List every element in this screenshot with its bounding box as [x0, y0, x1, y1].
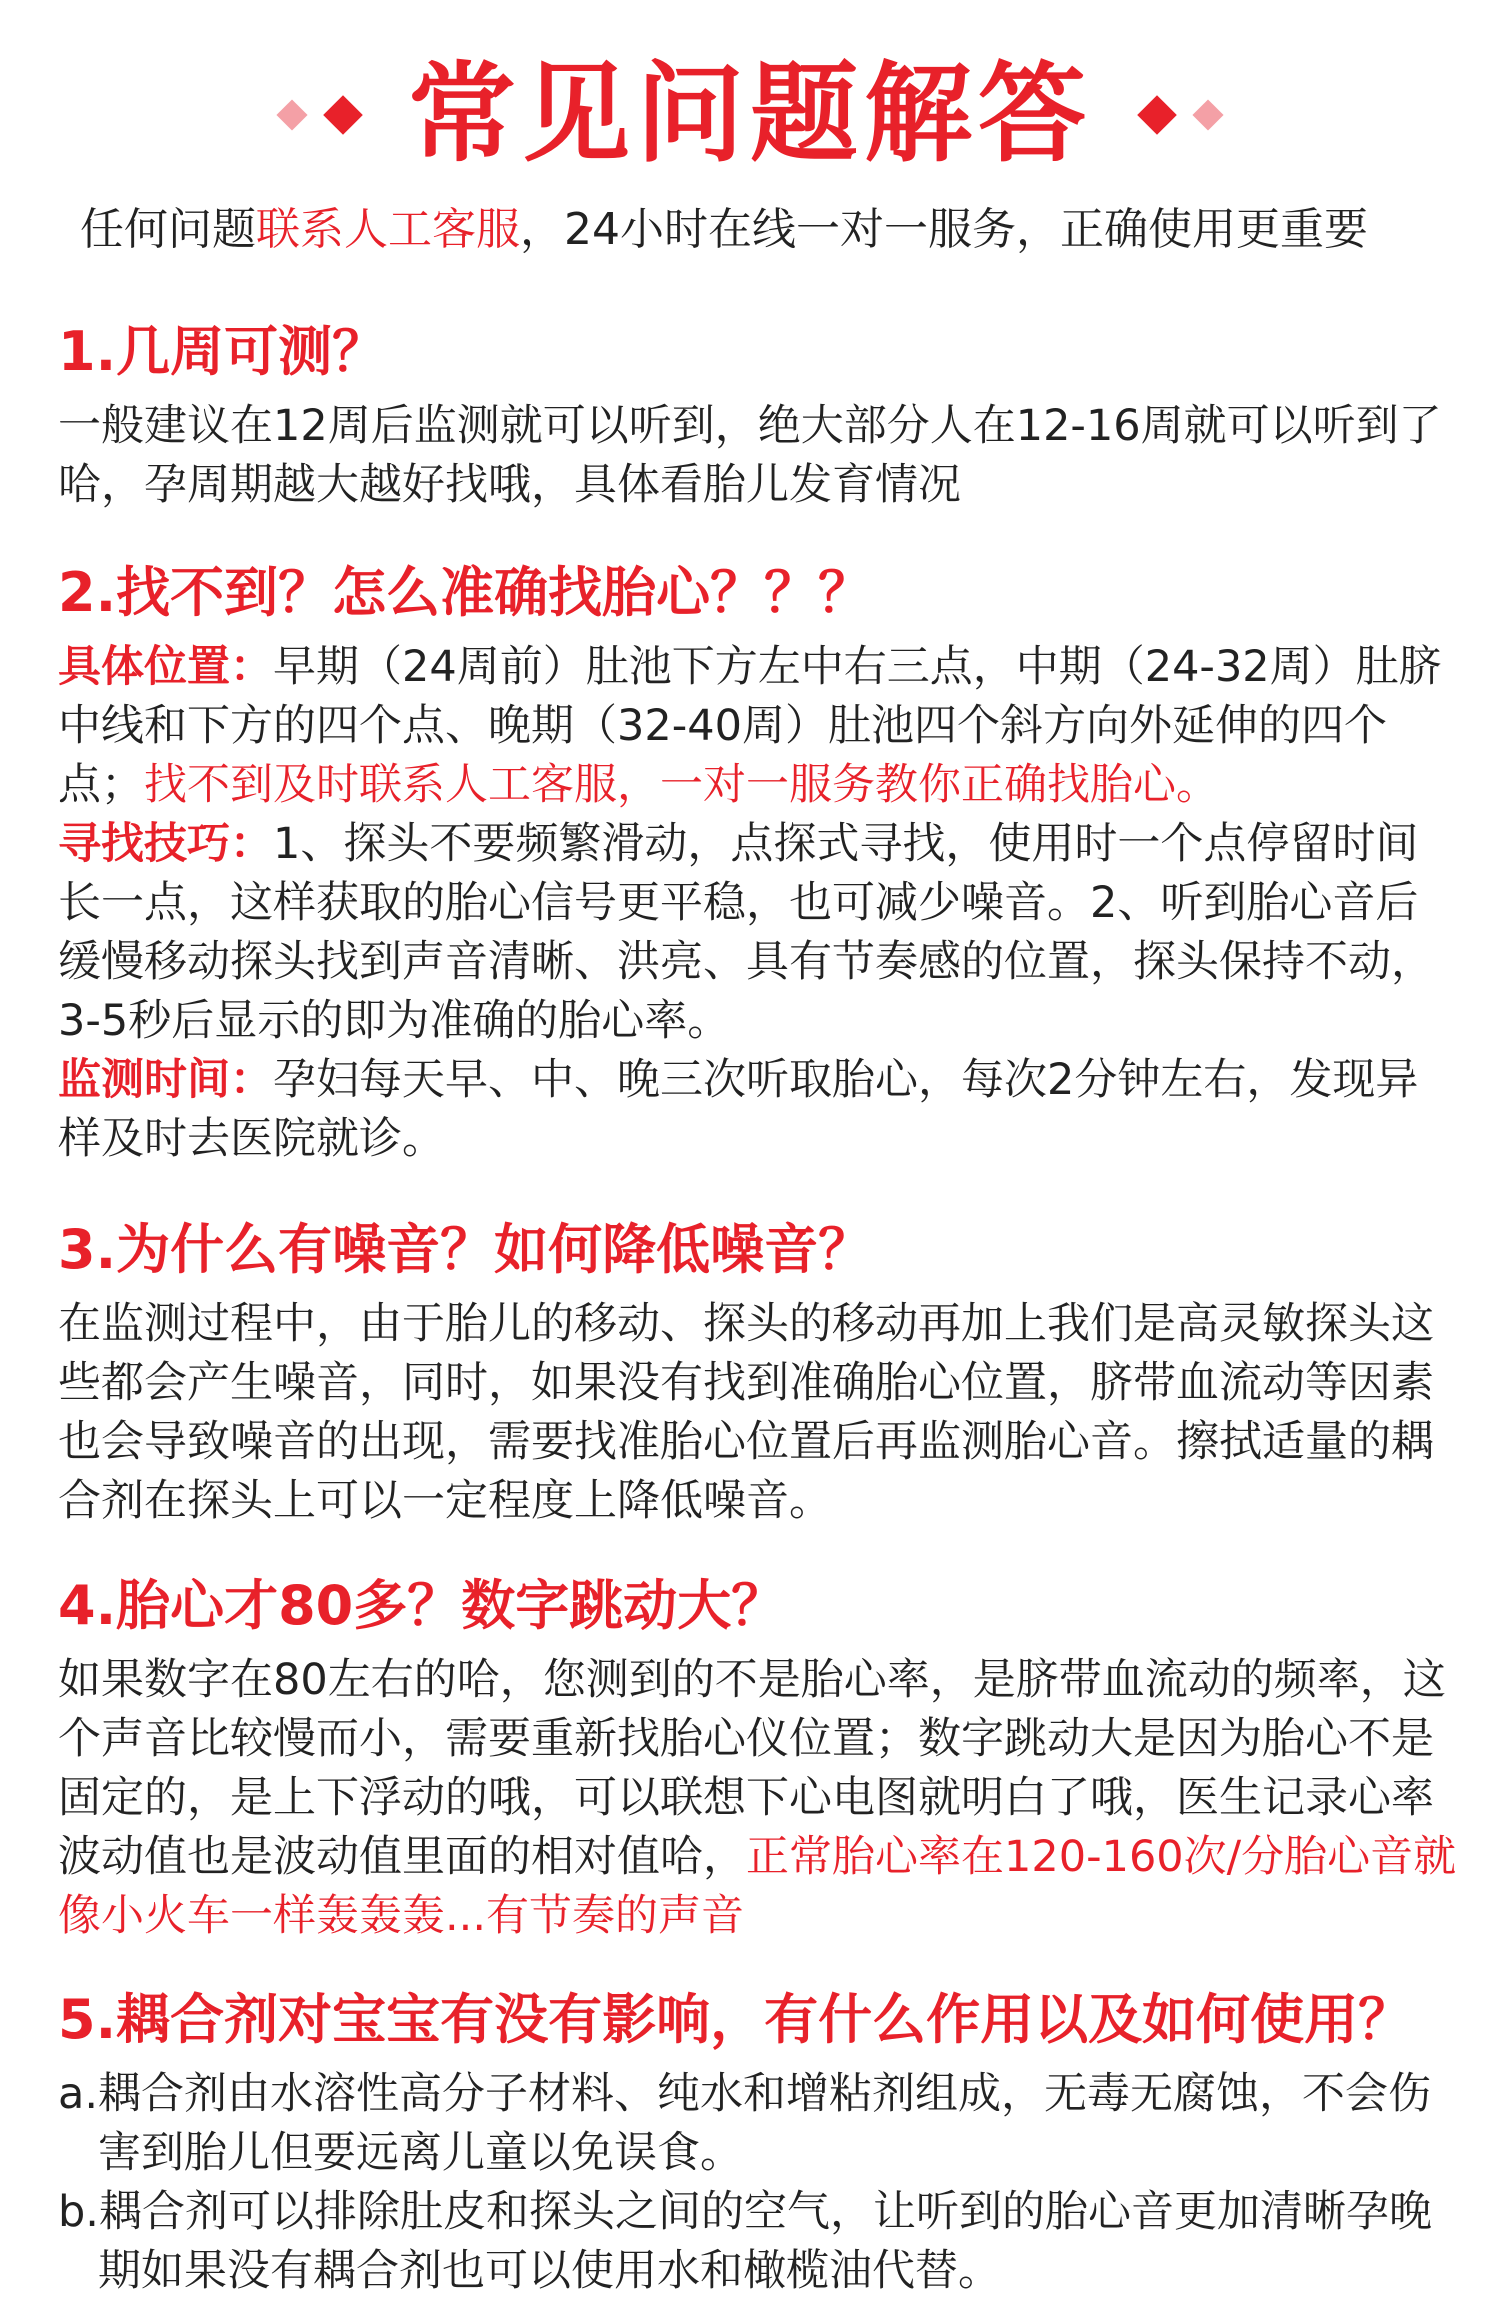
position-text: 早期（24周前）肚池下方左中右三点，中期（24-32周）肚脐中线和下方的四个点、晚期（32-40周）肚池四个斜方向外延伸的四个点；	[58, 642, 1442, 810]
section-body	[58, 2065, 1458, 2301]
section-heading: 2.找不到？怎么准确找胎心？？？	[58, 561, 873, 624]
time-label: 监测时间：	[58, 1055, 273, 1105]
left-diamond-ornament	[268, 101, 370, 129]
section-body	[58, 638, 1458, 1169]
diamond-icon	[1137, 95, 1177, 135]
list-item-b: b.耦合剂可以排除肚皮和探头之间的空气，让听到的胎心音更加清晰孕晚期如果没有耦合剂也可以使用水和橄榄油代替。	[58, 2187, 1432, 2296]
section-heading: 5.耦合剂对宝宝有没有影响，有什么作用以及如何使用？	[58, 1988, 1413, 2051]
tips-paragraph	[58, 815, 1458, 1051]
position-paragraph	[58, 638, 1458, 815]
section-heading: 3.为什么有噪音？如何降低噪音？	[58, 1218, 873, 1281]
faq-section-2	[58, 548, 1458, 1169]
subtitle-suffix: ，24小时在线一对一服务，正确使用更重要	[520, 204, 1368, 255]
tips-label: 寻找技巧：	[58, 819, 273, 869]
section-body: 一般建议在12周后监测就可以听到，绝大部分人在12-16周就可以听到了哈，孕周期越大越好找哦，具体看胎儿发育情况	[58, 401, 1442, 510]
subtitle-highlight: 联系人工客服	[256, 204, 520, 255]
section-body	[58, 1651, 1458, 1946]
faq-section-5	[58, 1975, 1458, 2301]
position-highlight: 找不到及时联系人工客服，一对一服务教你正确找胎心。	[144, 760, 1219, 810]
tips-text: 1、探头不要频繁滑动，点探式寻找，使用时一个点停留时间长一点，这样获取的胎心信号更平稳，也可减少噪音。2、听到胎心音后缓慢移动探头找到声音清晰、洪亮、具有节奏感的位置，探头保持不动，3-5秒后显示的即为准确的胎心率。	[58, 819, 1434, 1046]
position-label: 具体位置：	[58, 642, 273, 692]
title-row	[0, 40, 1500, 190]
right-diamond-ornament	[1130, 101, 1232, 129]
section-text: 如果数字在80左右的哈，您测到的不是胎心率，是脐带血流动的频率，这个声音比较慢而小，需要重新找胎心仪位置；数字跳动大是因为胎心不是固定的，是上下浮动的哦，可以联想下心电图就明白了哦，医生记录心率波动值也是波动值里面的相对值哈，	[58, 1655, 1446, 1882]
section-heading: 1.几周可测？	[58, 320, 387, 383]
page-title: 常见问题解答	[407, 52, 1092, 177]
faq-section-4	[58, 1561, 1458, 1946]
diamond-icon	[1192, 99, 1223, 130]
faq-section-3	[58, 1205, 1458, 1531]
time-text: 孕妇每天早、中、晚三次听取胎心，每次2分钟左右，发现异样及时去医院就诊。	[58, 1055, 1419, 1164]
faq-section-1	[58, 307, 1458, 515]
list-item-a: a.耦合剂由水溶性高分子材料、纯水和增粘剂组成，无毒无腐蚀，不会伤害到胎儿但要远离儿童以免误食。	[58, 2069, 1432, 2178]
subtitle-prefix: 任何问题	[80, 204, 256, 255]
subtitle	[80, 195, 1460, 265]
diamond-icon	[323, 95, 363, 135]
section-highlight: 正常胎心率在120-160次/分胎心音就像小火车一样轰轰轰...有节奏的声音	[58, 1832, 1457, 1941]
section-heading: 4.胎心才80多？数字跳动大？	[58, 1574, 786, 1637]
diamond-icon	[276, 99, 307, 130]
section-body: 在监测过程中，由于胎儿的移动、探头的移动再加上我们是高灵敏探头这些都会产生噪音，同时，如果没有找到准确胎心位置，脐带血流动等因素也会导致噪音的出现，需要找准胎心位置后再监测胎心音。擦拭适量的耦合剂在探头上可以一定程度上降低噪音。	[58, 1299, 1434, 1526]
time-paragraph	[58, 1051, 1458, 1169]
